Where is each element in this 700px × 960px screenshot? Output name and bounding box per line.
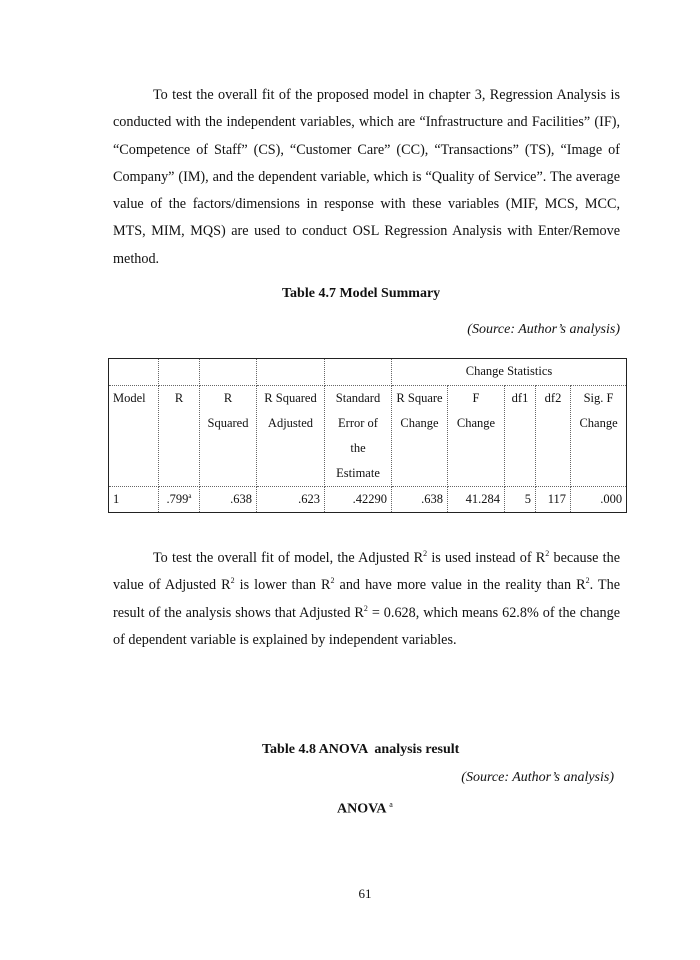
group-header-empty-cell	[325, 359, 392, 386]
header-f-change: F Change	[448, 386, 505, 487]
header-r-squared-adjusted: R Squared Adjusted	[257, 386, 325, 487]
fit-sup-4: 2	[330, 576, 335, 586]
anova-title	[337, 800, 393, 818]
cell-r-squared-adjusted: .623	[257, 487, 325, 513]
cell-r-squared: .638	[200, 487, 257, 513]
cell-r	[159, 487, 200, 513]
header-r: R	[159, 386, 200, 487]
fit-text-6: . The result of the analysis shows that Adjusted R	[113, 577, 620, 621]
group-header-empty-cell	[109, 359, 159, 386]
cell-std-error: .42290	[325, 487, 392, 513]
fit-sup-6: 2	[363, 603, 368, 613]
change-statistics-header: Change Statistics	[392, 359, 627, 386]
table-row	[109, 487, 627, 513]
fit-text-1: To test the overall fit of model, the Adjusted R	[153, 550, 424, 566]
fit-sup-5: 2	[585, 576, 590, 586]
fit-sup-2: 2	[545, 549, 550, 558]
header-df2: df2	[536, 386, 571, 487]
fit-text-7: = 0.628, which means 62.8% of the change of dependent variable is explained by independent variables.	[113, 604, 620, 648]
cell-f-change: 41.284	[448, 487, 505, 513]
page-number: 61	[358, 886, 372, 901]
table-4-7-caption: Table 4.7 Model Summary	[282, 286, 441, 301]
fit-sup-3: 2	[230, 576, 235, 586]
group-header-empty-cell	[159, 359, 200, 386]
header-r-square-change: R Square Change	[392, 386, 448, 487]
fit-text-2: is used instead of R	[427, 550, 546, 566]
fit-text-5: and have more value in the reality than R	[334, 577, 586, 594]
intro-paragraph-text: To test the overall fit of the proposed model in chapter 3, Regression Analysis is conducted with the independent variables, which are “Infrastructure and Facilities” (IF), “Competence of Staff” (CS), “Customer Care” (CC), “Transactions” (TS), “Image of Company” (IM), and the dependent variable, which is “Quality of Service”. The average value of the factors/dimensions in response with these variables (MIF, MCS, MCC, MTS, MIM, MQS) are used to conduct OSL Regression Analysis with Enter/Remove method.	[113, 87, 620, 267]
cell-r-value: .799	[166, 492, 189, 506]
anova-superscript: a	[389, 800, 393, 809]
group-header-row	[109, 359, 627, 386]
fit-text-4: is lower than R	[234, 577, 331, 594]
header-df1: df1	[505, 386, 536, 487]
header-sig-f-change: Sig. F Change	[571, 386, 627, 487]
model-summary-table	[108, 358, 627, 513]
group-header-empty-cell	[257, 359, 325, 386]
table-4-8-source: (Source: Author’s analysis)	[461, 770, 614, 785]
header-r-squared: R Squared	[200, 386, 257, 487]
cell-model: 1	[109, 487, 159, 513]
cell-sig-f-change: .000	[571, 487, 627, 513]
cell-r-superscript: a	[188, 492, 192, 500]
fit-text-3: because the value of Adjusted R	[113, 550, 620, 594]
fit-paragraph	[113, 545, 620, 654]
anova-title-text: ANOVA	[337, 801, 386, 817]
fit-sup-1: 2	[423, 549, 428, 558]
cell-df1: 5	[505, 487, 536, 513]
table-4-8-caption: Table 4.8 ANOVA analysis result	[262, 742, 460, 757]
header-model: Model	[109, 386, 159, 487]
table-4-7-source: (Source: Author’s analysis)	[467, 322, 620, 337]
cell-df2: 117	[536, 487, 571, 513]
header-std-error: Standard Error of the Estimate	[325, 386, 392, 487]
group-header-empty-cell	[200, 359, 257, 386]
cell-r-square-change: .638	[392, 487, 448, 513]
intro-paragraph	[113, 82, 620, 273]
column-header-row	[109, 386, 627, 487]
